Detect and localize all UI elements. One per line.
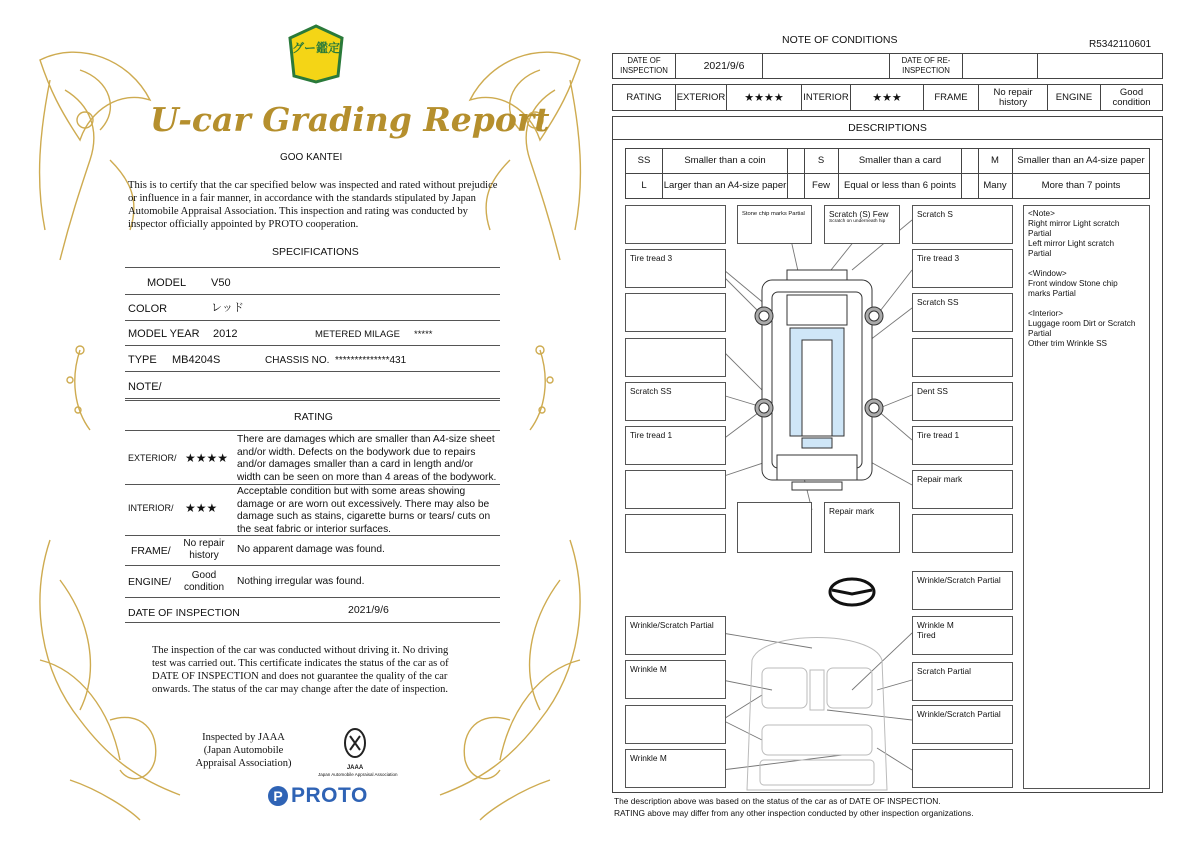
- damage-box: [625, 293, 726, 332]
- legend-text: Larger than an A4-size paper: [663, 180, 787, 191]
- notes-box: [1023, 205, 1150, 789]
- chassis-label: CHASSIS NO.: [265, 355, 330, 366]
- wrinkle-m-left-box: Wrinkle M: [625, 660, 726, 699]
- inspected-by: Inspected by JAAA (Japan Automobile Appraisal Association): [195, 732, 292, 769]
- tire-left-rear-box: Tire tread 1: [625, 426, 726, 465]
- note-line: Left mirror Light scratch: [1028, 239, 1114, 248]
- rating-heading: RATING: [294, 411, 333, 423]
- damage-box: [625, 205, 726, 244]
- dent-ss-box: Dent SS: [912, 382, 1013, 421]
- damage-box: [912, 338, 1013, 377]
- note-line: marks Partial: [1028, 289, 1076, 298]
- report-title: U-car Grading Report: [150, 100, 550, 139]
- date-of-inspection-label: DATE OF INSPECTION: [620, 56, 668, 75]
- damage-box: [625, 338, 726, 377]
- damage-box: [625, 705, 726, 744]
- frame-value: No repair history: [183, 538, 225, 561]
- certificate-footer-text: The inspection of the car was conducted without driving it. No driving test was carried out. This certificate indicates the status of the car as of DATE OF INSPECTION and does not guarantee the quality of the car onwards. The status of the car may change after the date of inspection.: [152, 645, 449, 695]
- damage-box: [912, 514, 1013, 553]
- interior-stars: ★★★: [185, 501, 218, 515]
- color-value: レッド: [211, 302, 244, 314]
- note-line: Luggage room Dirt or Scratch: [1028, 319, 1136, 328]
- date-of-inspection-row: [125, 598, 500, 623]
- damage-box: [737, 502, 812, 553]
- note-line: <Window>: [1028, 269, 1067, 278]
- note-line: Partial: [1028, 229, 1052, 238]
- descriptions-heading: DESCRIPTIONS: [612, 116, 1163, 140]
- frame-label: FRAME: [934, 91, 968, 103]
- color-label: COLOR: [128, 303, 168, 315]
- rating-engine-row: [125, 566, 500, 598]
- note-line: Partial: [1028, 329, 1052, 338]
- legend-text: Equal or less than 6 points: [844, 180, 956, 191]
- metered-milage-label: METERED MILAGE: [315, 329, 400, 340]
- rating-exterior-row: [125, 431, 500, 485]
- rating-label: RATING: [626, 91, 662, 103]
- scratch-few-box: Scratch (S) Few Scratch on underneath hip: [824, 205, 900, 244]
- damage-box: [625, 470, 726, 509]
- exterior-stars: ★★★★: [744, 91, 784, 104]
- legend-code: SS: [637, 155, 651, 166]
- engine-label: ENGINE/: [128, 576, 172, 588]
- proto-logo: P PROTO: [268, 783, 368, 809]
- scratch-partial-box: Scratch Partial: [912, 662, 1013, 701]
- steering-wheel-icon: [830, 579, 874, 605]
- chassis-value: **************431: [335, 355, 407, 366]
- date-row: [612, 53, 1163, 79]
- interior-label: INTERIOR: [803, 91, 849, 103]
- conditions-footer-2: RATING above may differ from any other inspection conducted by other inspection organizations.: [614, 808, 974, 818]
- date-label: DATE OF INSPECTION: [128, 607, 240, 619]
- engine-value: Good condition: [183, 570, 225, 593]
- wrinkle-scratch-right2-box: Wrinkle/Scratch Partial: [912, 705, 1013, 744]
- certificate-intro: This is to certify that the car specified below was inspected and rated without prejudice or influence in a fair manner, in accordance with the standards stipulated by Japan Automobile Appraisal Association. This inspection and rating was conducted by inspector officially appointed by PROTO cooperation.: [128, 180, 498, 230]
- gold-ornament-frame: [20, 20, 600, 828]
- engine-label: ENGINE: [1055, 91, 1093, 103]
- legend-text: Smaller than a card: [858, 155, 942, 166]
- stone-chip-box: Stone chip marks Partial: [737, 205, 812, 244]
- spec-year-row: [125, 319, 500, 346]
- model-value: V50: [211, 277, 231, 289]
- specifications-heading: SPECIFICATIONS: [272, 246, 359, 258]
- note-line: Front window Stone chip: [1028, 279, 1118, 288]
- legend-text: Smaller than a coin: [684, 155, 766, 166]
- repair-mark-right-box: Repair mark: [912, 470, 1013, 509]
- scratch-ss-left-box: Scratch SS: [625, 382, 726, 421]
- spec-type-row: [125, 345, 500, 372]
- date-of-reinspection-label: DATE OF RE-INSPECTION: [901, 56, 951, 75]
- svg-text:グー鑑定: グー鑑定: [291, 41, 341, 55]
- wrinkle-scratch-left-box: Wrinkle/Scratch Partial: [625, 616, 726, 655]
- model-year-value: 2012: [213, 328, 238, 340]
- metered-milage-value: *****: [414, 329, 433, 340]
- engine-description: Nothing irregular was found.: [237, 576, 365, 587]
- goo-kantei-logo: [288, 24, 344, 84]
- legend-table: [625, 148, 1150, 199]
- type-label: TYPE: [128, 354, 157, 366]
- wrinkle-scratch-right1-box: Wrinkle/Scratch Partial: [912, 571, 1013, 610]
- spec-note-row: [125, 372, 500, 399]
- divider: [125, 400, 500, 401]
- rating-row: [612, 84, 1163, 111]
- proto-icon: P: [268, 786, 288, 806]
- wrinkle-m-tired-box: Wrinkle M Tired: [912, 616, 1013, 655]
- repair-mark-bottom-box: Repair mark: [824, 502, 900, 553]
- jaaa-logo: JAAA Japan Automobile Appraisal Association: [318, 726, 392, 778]
- exterior-description: There are damages which are smaller than A4-size sheet and/or width. Defects on the bodywork due to repairs and/or damages smaller than a card in length and/or width can be seen on more than 4 areas of the bodywork.: [237, 434, 497, 483]
- rating-interior-row: [125, 485, 500, 536]
- legend-text: Smaller than an A4-size paper: [1017, 155, 1145, 166]
- exterior-label: EXTERIOR: [676, 91, 726, 103]
- interior-stars: ★★★: [872, 91, 902, 104]
- legend-code: M: [991, 155, 999, 166]
- rating-frame-row: [125, 536, 500, 566]
- legend-code: Few: [812, 180, 830, 191]
- conditions-footer-1: The description above was based on the status of the car as of DATE OF INSPECTION.: [614, 796, 941, 806]
- exterior-label: EXTERIOR/: [128, 453, 177, 463]
- tire-right-rear-box: Tire tread 1: [912, 426, 1013, 465]
- note-label: NOTE/: [128, 381, 162, 393]
- scratch-s-box: Scratch S: [912, 205, 1013, 244]
- wrinkle-m-left2-box: Wrinkle M: [625, 749, 726, 788]
- spec-color-row: [125, 294, 500, 321]
- conditions-title: NOTE OF CONDITIONS: [782, 34, 898, 46]
- legend-code: S: [817, 155, 825, 166]
- model-year-label: MODEL YEAR: [128, 328, 200, 340]
- note-line: Other trim Wrinkle SS: [1028, 339, 1108, 348]
- date-of-inspection-value: 2021/9/6: [703, 60, 745, 72]
- frame-label: FRAME/: [131, 545, 171, 557]
- note-line: Right mirror Light scratch: [1028, 219, 1120, 228]
- model-label: MODEL: [147, 277, 187, 289]
- engine-value: Good condition: [1112, 86, 1151, 108]
- goo-kantei-subtitle: GOO KANTEI: [280, 152, 343, 163]
- spec-model-row: [125, 268, 500, 295]
- jaaa-emblem-icon: [340, 726, 370, 760]
- frame-description: No apparent damage was found.: [237, 544, 385, 555]
- interior-description: Acceptable condition but with some areas showing damage or are worn out excessively. There may also be damage such as stains, cigarette burns or tears/ cuts on the seat fabric or interior surfaces.: [237, 486, 491, 535]
- frame-value: No repair history: [993, 86, 1033, 108]
- tire-right-front-box: Tire tread 3: [912, 249, 1013, 288]
- exterior-stars: ★★★★: [185, 451, 229, 465]
- date-value: 2021/9/6: [348, 604, 389, 616]
- note-heading: <Note>: [1028, 209, 1055, 218]
- damage-box: [625, 514, 726, 553]
- type-value: MB4204S: [172, 354, 221, 366]
- note-line: Partial: [1028, 249, 1052, 258]
- legend-code: L: [641, 180, 647, 191]
- damage-box: [912, 749, 1013, 788]
- interior-label: INTERIOR/: [128, 503, 174, 513]
- tire-left-front-box: Tire tread 3: [625, 249, 726, 288]
- note-line: <Interior>: [1028, 309, 1064, 318]
- scratch-ss-right-box: Scratch SS: [912, 293, 1013, 332]
- report-id: R5342110601: [1089, 39, 1152, 50]
- legend-code: Many: [983, 180, 1007, 191]
- legend-text: More than 7 points: [1041, 180, 1121, 191]
